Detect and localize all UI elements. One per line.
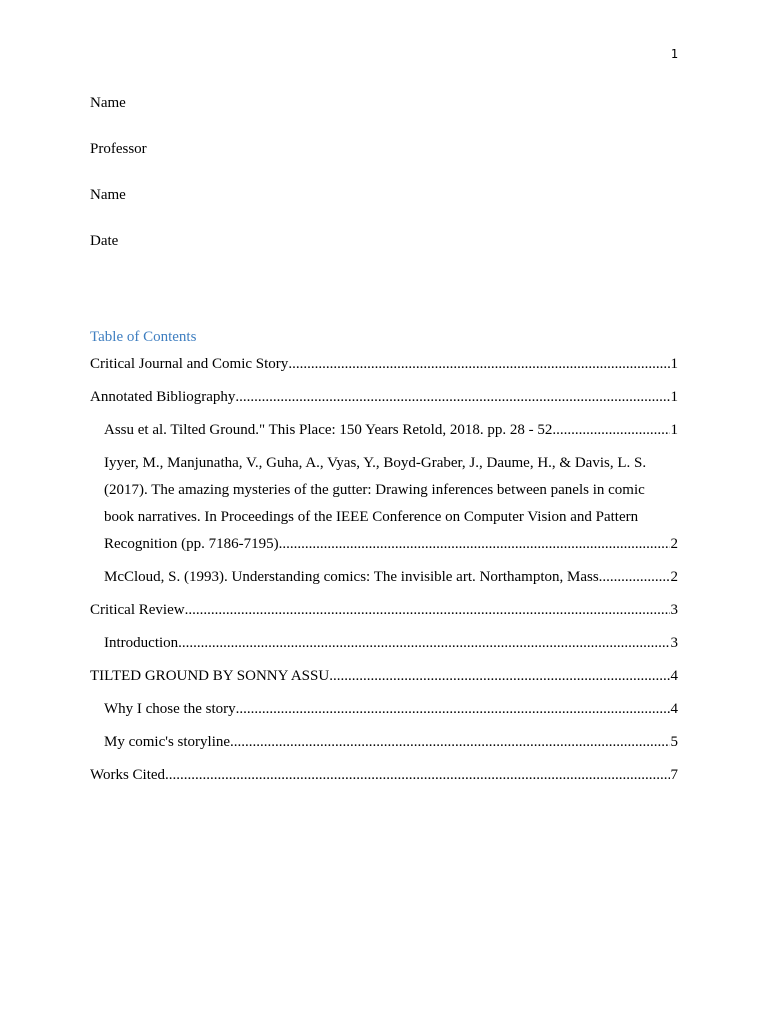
toc-entry-iyyer[interactable] (90, 450, 678, 558)
professor-label: Professor (90, 141, 147, 157)
toc-entry-text: Critical Journal and Comic Story (90, 356, 289, 372)
toc-leader-dots (279, 531, 670, 558)
toc-entry-text: TILTED GROUND BY SONNY ASSU (90, 668, 330, 684)
toc-entry-text: Introduction (104, 635, 179, 651)
toc-leader-dots (230, 729, 669, 756)
toc-entry-mccloud[interactable] (90, 564, 678, 591)
toc-entry-text: Critical Review (90, 602, 185, 618)
toc-entry-page: 2 (670, 569, 678, 585)
toc-entry-text: Assu et al. Tilted Ground." This Place: 150 Years Retold, 2018. pp. 28 - 52 (104, 422, 553, 438)
toc-leader-dots (288, 351, 669, 378)
toc-entry-tilted-ground[interactable] (90, 663, 678, 690)
toc-leader-dots (178, 630, 669, 657)
toc-leader-dots (235, 384, 669, 411)
toc-entry-page: 3 (670, 602, 678, 618)
toc-entry-text: McCloud, S. (1993). Understanding comics: The invisible art. Northampton, Mass (104, 569, 599, 585)
toc-entry-text: My comic's storyline (104, 734, 231, 750)
page-number: 1 (670, 47, 678, 61)
toc-entry-text-line: Iyyer, M., Manjunatha, V., Guha, A., Vyas, Y., Boyd-Graber, J., Daume, H., & Davis, L. S. (104, 455, 647, 471)
toc-leader-dots (552, 417, 669, 444)
toc-entry-critical-journal[interactable] (90, 351, 678, 378)
toc-entry-comic-storyline[interactable] (90, 729, 678, 756)
toc-leader-dots (329, 663, 669, 690)
toc-entry-introduction[interactable] (90, 630, 678, 657)
toc-entry-page: 1 (670, 389, 678, 405)
toc-leader-dots (165, 762, 669, 789)
toc-leader-dots (185, 597, 670, 624)
toc-entry-critical-review[interactable] (90, 597, 678, 624)
toc-entry-page: 5 (670, 734, 678, 750)
toc-entry-page: 1 (670, 422, 678, 438)
course-name: Name (90, 187, 126, 203)
toc-entry-page: 7 (670, 767, 678, 783)
toc-entry-text-line: (2017). The amazing mysteries of the gutter: Drawing inferences between panels in comic (104, 482, 645, 498)
toc-entry-page: 2 (670, 536, 678, 552)
date-label: Date (90, 233, 119, 249)
toc-entry-text: Recognition (pp. 7186-7195) (104, 536, 279, 552)
toc-entry-page: 4 (670, 668, 678, 684)
toc-entry-text: Annotated Bibliography (90, 389, 236, 405)
toc-entry-annotated-bibliography[interactable] (90, 384, 678, 411)
toc-entry-page: 1 (670, 356, 678, 372)
toc-entry-why-i-chose[interactable] (90, 696, 678, 723)
student-name: Name (90, 95, 126, 111)
toc-title: Table of Contents (90, 329, 197, 345)
toc-entry-works-cited[interactable] (90, 762, 678, 789)
toc-entry-assu[interactable] (90, 417, 678, 444)
toc-entry-text: Works Cited (90, 767, 166, 783)
toc-entry-text: Why I chose the story (104, 701, 236, 717)
toc-leader-dots (236, 696, 670, 723)
toc-entry-page: 4 (670, 701, 678, 717)
table-of-contents (90, 351, 678, 795)
toc-leader-dots (599, 564, 670, 591)
toc-entry-page: 3 (670, 635, 678, 651)
toc-entry-text-line: book narratives. In Proceedings of the IEEE Conference on Computer Vision and Pattern (104, 509, 639, 525)
